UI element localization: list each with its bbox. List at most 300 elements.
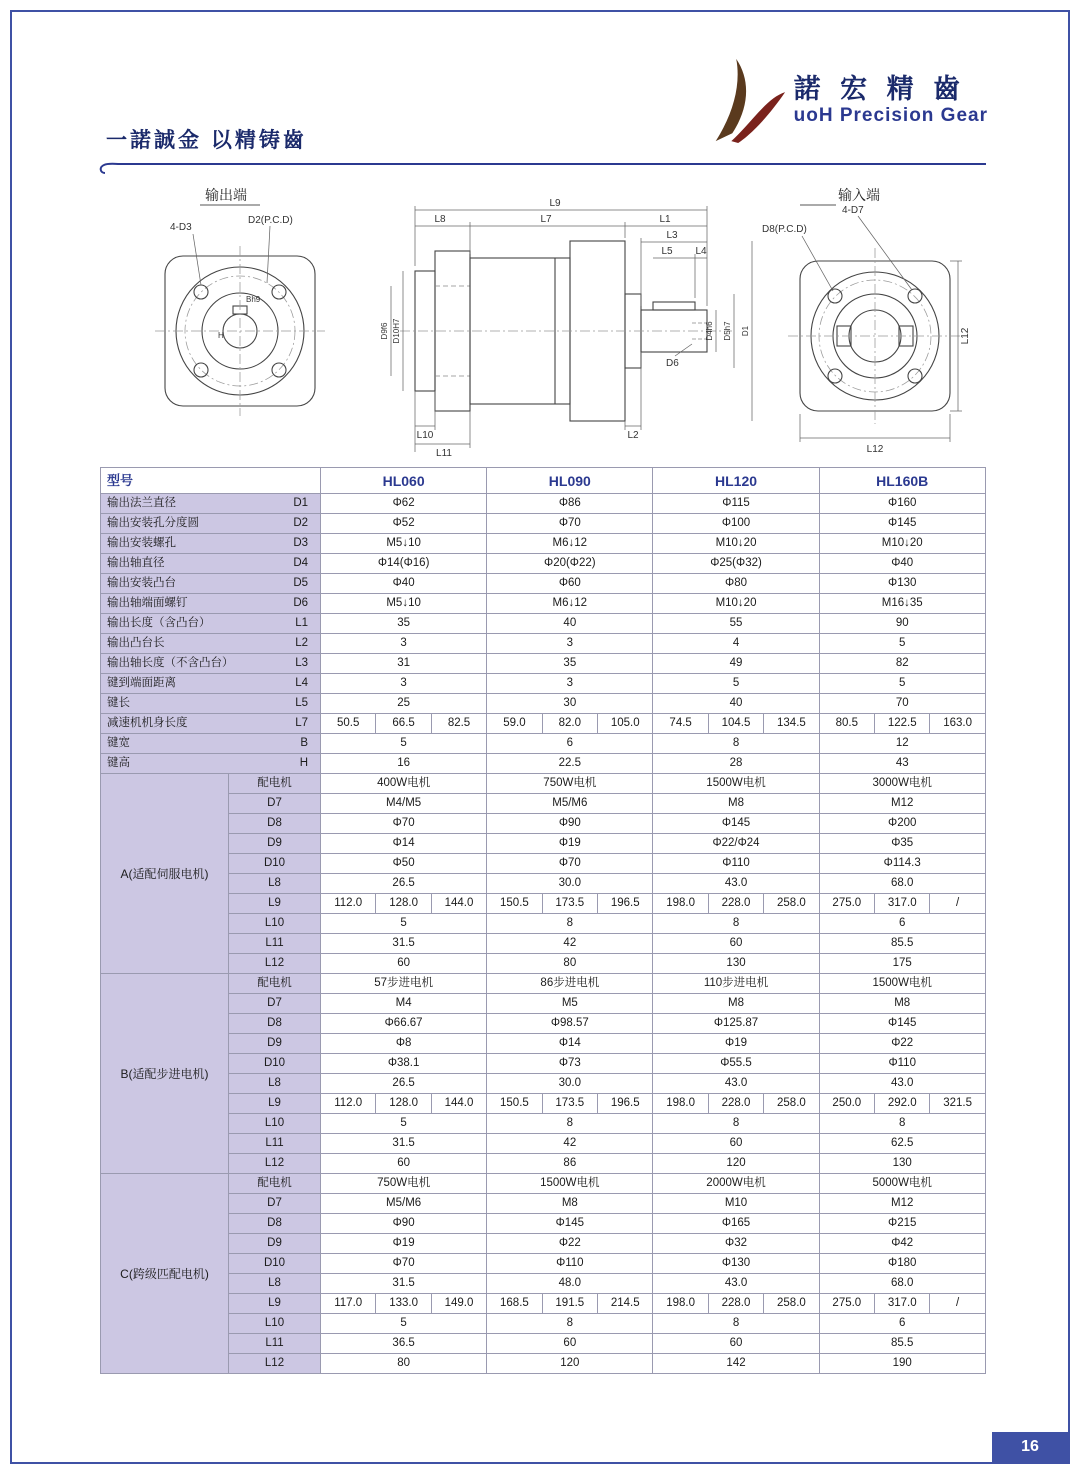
dim-l11: L11: [436, 448, 452, 459]
technical-drawings: [100, 186, 985, 464]
value-cell: 74.5: [653, 714, 708, 734]
value-cell: 60: [321, 1154, 487, 1174]
value-cell: 144.0: [431, 1094, 486, 1114]
table-row: [101, 974, 986, 994]
param-label-box: [101, 574, 320, 593]
value-cell: 5: [321, 734, 487, 754]
value-cell: M6↓12: [487, 534, 653, 554]
param-label-box: [101, 634, 320, 653]
dim-l3: L3: [666, 230, 678, 241]
value-cell: Φ200: [819, 814, 985, 834]
value-cell: 26.5: [321, 874, 487, 894]
value-cell: 321.5: [930, 1094, 985, 1114]
param-symbol: D1: [293, 496, 309, 509]
row-symbol: D7: [229, 794, 321, 814]
param-label-cell: [101, 494, 321, 514]
table-row: [101, 954, 986, 974]
value-cell: 3: [321, 674, 487, 694]
dim-l12-side: L12: [960, 327, 971, 345]
value-cell: 228.0: [708, 1094, 763, 1114]
table-row: [101, 1194, 986, 1214]
param-name: 键到端面距离: [107, 676, 176, 689]
row-symbol: D8: [229, 1014, 321, 1034]
table-row: [101, 734, 986, 754]
value-cell: 130: [653, 954, 819, 974]
value-cell: 42: [487, 934, 653, 954]
row-symbol: D8: [229, 814, 321, 834]
table-header-model: HL060: [321, 468, 487, 494]
param-label-box: [101, 594, 320, 613]
row-symbol: L12: [229, 1154, 321, 1174]
value-cell: Φ20(Φ22): [487, 554, 653, 574]
value-cell: 62.5: [819, 1134, 985, 1154]
table-row: [101, 634, 986, 654]
value-cell: 86步进电机: [487, 974, 653, 994]
table-row: [101, 1314, 986, 1334]
param-symbol: D6: [293, 596, 309, 609]
value-cell: Φ50: [321, 854, 487, 874]
value-cell: 85.5: [819, 1334, 985, 1354]
value-cell: 750W电机: [321, 1174, 487, 1194]
table-row: [101, 994, 986, 1014]
table-row: [101, 854, 986, 874]
value-cell: 133.0: [376, 1294, 431, 1314]
value-cell: 8: [653, 1114, 819, 1134]
value-cell: Φ40: [819, 554, 985, 574]
value-cell: 8: [653, 1314, 819, 1334]
table-row: [101, 774, 986, 794]
table-row: [101, 1134, 986, 1154]
value-cell: 400W电机: [321, 774, 487, 794]
value-cell: Φ115: [653, 494, 819, 514]
table-row: [101, 1254, 986, 1274]
value-cell: 31: [321, 654, 487, 674]
value-cell: 3: [487, 634, 653, 654]
value-cell: Φ130: [819, 574, 985, 594]
value-cell: 117.0: [321, 1294, 376, 1314]
param-label-cell: [101, 714, 321, 734]
logo-chinese-name: 諾 宏 精 齒: [793, 73, 967, 104]
dim-l4: L4: [695, 246, 707, 257]
value-cell: 173.5: [542, 1094, 597, 1114]
value-cell: Φ110: [487, 1254, 653, 1274]
param-symbol: L2: [295, 636, 309, 649]
value-cell: 5: [321, 1314, 487, 1334]
dim-l12-bottom: L12: [866, 444, 884, 455]
header-slogan: 一諾誠金 以精铸齒: [106, 129, 307, 152]
row-symbol: D9: [229, 1234, 321, 1254]
row-symbol: D7: [229, 994, 321, 1014]
value-cell: 196.5: [598, 1094, 653, 1114]
value-cell: M5: [487, 994, 653, 1014]
table-row: [101, 794, 986, 814]
table-row: [101, 654, 986, 674]
spec-table-wrap: [100, 467, 985, 1374]
value-cell: M10↓20: [653, 534, 819, 554]
value-cell: 40: [487, 614, 653, 634]
row-symbol: L12: [229, 1354, 321, 1374]
param-name: 输出轴直径: [107, 556, 165, 569]
row-symbol: D10: [229, 854, 321, 874]
row-symbol: L9: [229, 1294, 321, 1314]
param-label-cell: [101, 614, 321, 634]
value-cell: 8: [653, 914, 819, 934]
table-row: [101, 694, 986, 714]
dim-d5h7: D5h7: [723, 321, 732, 341]
row-symbol: 配电机: [229, 774, 321, 794]
row-symbol: L11: [229, 1134, 321, 1154]
value-cell: 258.0: [764, 894, 819, 914]
value-cell: 35: [321, 614, 487, 634]
value-cell: Φ90: [321, 1214, 487, 1234]
param-symbol: D4: [293, 556, 309, 569]
value-cell: 198.0: [653, 894, 708, 914]
value-cell: Φ70: [487, 514, 653, 534]
dim-d4h6: D4h6: [705, 321, 714, 341]
param-label-cell: [101, 654, 321, 674]
row-symbol: L9: [229, 1094, 321, 1114]
value-cell: Φ32: [653, 1234, 819, 1254]
param-name: 键高: [107, 756, 130, 769]
value-cell: Φ80: [653, 574, 819, 594]
value-cell: 60: [653, 1334, 819, 1354]
value-cell: 228.0: [708, 894, 763, 914]
value-cell: 43.0: [653, 1074, 819, 1094]
value-cell: 6: [487, 734, 653, 754]
value-cell: 275.0: [819, 1294, 874, 1314]
value-cell: 150.5: [487, 1094, 542, 1114]
output-flange-view: [155, 226, 325, 416]
param-label-box: [101, 654, 320, 673]
value-cell: 3000W电机: [819, 774, 985, 794]
value-cell: 3: [487, 674, 653, 694]
param-label-cell: [101, 514, 321, 534]
value-cell: Φ14: [321, 834, 487, 854]
input-flange-dims: [800, 261, 962, 442]
value-cell: 1500W电机: [487, 1174, 653, 1194]
value-cell: 191.5: [542, 1294, 597, 1314]
value-cell: /: [930, 1294, 985, 1314]
value-cell: 43: [819, 754, 985, 774]
param-label-box: [101, 514, 320, 533]
value-cell: 43.0: [653, 874, 819, 894]
value-cell: Φ14: [487, 1034, 653, 1054]
row-symbol: L8: [229, 1274, 321, 1294]
value-cell: 5: [321, 914, 487, 934]
dim-d2-pcd: D2(P.C.D): [248, 215, 293, 226]
value-cell: Φ145: [653, 814, 819, 834]
table-row: [101, 1054, 986, 1074]
value-cell: 1500W电机: [653, 774, 819, 794]
value-cell: 144.0: [431, 894, 486, 914]
dim-l9: L9: [549, 198, 561, 209]
value-cell: M6↓12: [487, 594, 653, 614]
value-cell: 30.0: [487, 1074, 653, 1094]
dim-l1: L1: [659, 214, 671, 225]
value-cell: 228.0: [708, 1294, 763, 1314]
dim-l10: L10: [416, 430, 434, 441]
value-cell: Φ180: [819, 1254, 985, 1274]
value-cell: 6: [819, 914, 985, 934]
value-cell: 5: [653, 674, 819, 694]
logo-text: [794, 74, 988, 127]
row-symbol: L11: [229, 1334, 321, 1354]
table-row: [101, 754, 986, 774]
value-cell: Φ19: [487, 834, 653, 854]
value-cell: 258.0: [764, 1094, 819, 1114]
value-cell: Φ8: [321, 1034, 487, 1054]
dim-l5: L5: [661, 246, 673, 257]
value-cell: Φ70: [487, 854, 653, 874]
row-symbol: L10: [229, 914, 321, 934]
value-cell: M5/M6: [321, 1194, 487, 1214]
param-name: 输出安装孔分度圆: [107, 516, 199, 529]
value-cell: 49: [653, 654, 819, 674]
value-cell: 36.5: [321, 1334, 487, 1354]
param-label-box: [101, 494, 320, 513]
value-cell: 60: [487, 1334, 653, 1354]
value-cell: 31.5: [321, 934, 487, 954]
row-symbol: L10: [229, 1114, 321, 1134]
value-cell: M4/M5: [321, 794, 487, 814]
value-cell: Φ100: [653, 514, 819, 534]
input-flange-view: [788, 216, 962, 424]
table-row: [101, 914, 986, 934]
dim-d1: D1: [741, 325, 750, 337]
table-row: [101, 934, 986, 954]
table-row: [101, 894, 986, 914]
value-cell: 168.5: [487, 1294, 542, 1314]
row-symbol: D8: [229, 1214, 321, 1234]
value-cell: 60: [653, 934, 819, 954]
input-end-title: 输入端: [838, 187, 880, 203]
value-cell: Φ38.1: [321, 1054, 487, 1074]
value-cell: Φ66.67: [321, 1014, 487, 1034]
table-row: [101, 1294, 986, 1314]
value-cell: M12: [819, 1194, 985, 1214]
value-cell: 12: [819, 734, 985, 754]
row-symbol: D9: [229, 834, 321, 854]
table-header-model: HL090: [487, 468, 653, 494]
dim-h: H: [218, 331, 224, 340]
value-cell: 80: [321, 1354, 487, 1374]
param-label-box: [101, 554, 320, 573]
value-cell: 5: [819, 674, 985, 694]
value-cell: 31.5: [321, 1274, 487, 1294]
value-cell: 150.5: [487, 894, 542, 914]
value-cell: 317.0: [875, 1294, 930, 1314]
value-cell: 104.5: [708, 714, 763, 734]
param-label-box: [101, 694, 320, 713]
table-row: [101, 1354, 986, 1374]
table-row: [101, 1114, 986, 1134]
param-symbol: L7: [295, 716, 309, 729]
value-cell: M10↓20: [653, 594, 819, 614]
param-label-box: [101, 734, 320, 753]
value-cell: Φ145: [819, 514, 985, 534]
value-cell: M5/M6: [487, 794, 653, 814]
table-row: [101, 1074, 986, 1094]
table-row: [101, 574, 986, 594]
header-divider: [98, 158, 990, 176]
row-symbol: L8: [229, 1074, 321, 1094]
value-cell: Φ160: [819, 494, 985, 514]
value-cell: Φ70: [321, 1254, 487, 1274]
table-row: [101, 834, 986, 854]
dim-4-d3: 4-D3: [170, 222, 192, 233]
table-header-model: HL120: [653, 468, 819, 494]
logo-english-name: uoH Precision Gear: [793, 104, 988, 126]
param-symbol: L5: [295, 696, 309, 709]
spec-table: [100, 467, 986, 1374]
value-cell: 90: [819, 614, 985, 634]
dim-d6: D6: [666, 358, 679, 369]
value-cell: Φ145: [487, 1214, 653, 1234]
value-cell: Φ25(Φ32): [653, 554, 819, 574]
param-name: 输出轴端面螺钉: [107, 596, 188, 609]
value-cell: 8: [487, 914, 653, 934]
row-symbol: D7: [229, 1194, 321, 1214]
dim-d10h7: D10H7: [392, 318, 401, 344]
value-cell: Φ114.3: [819, 854, 985, 874]
param-symbol: B: [300, 736, 309, 749]
value-cell: 55: [653, 614, 819, 634]
value-cell: 1500W电机: [819, 974, 985, 994]
value-cell: 142: [653, 1354, 819, 1374]
table-row: [101, 514, 986, 534]
table-header-model-label: 型号: [101, 468, 321, 494]
param-label-cell: [101, 734, 321, 754]
value-cell: 190: [819, 1354, 985, 1374]
param-label-cell: [101, 754, 321, 774]
table-row: [101, 1014, 986, 1034]
value-cell: 82.5: [431, 714, 486, 734]
value-cell: Φ22/Φ24: [653, 834, 819, 854]
value-cell: 35: [487, 654, 653, 674]
row-symbol: L9: [229, 894, 321, 914]
value-cell: 59.0: [487, 714, 542, 734]
value-cell: M12: [819, 794, 985, 814]
output-end-title: 输出端: [205, 187, 247, 203]
value-cell: 163.0: [930, 714, 985, 734]
value-cell: 66.5: [376, 714, 431, 734]
value-cell: 317.0: [875, 894, 930, 914]
param-label-box: [101, 714, 320, 733]
value-cell: Φ110: [819, 1054, 985, 1074]
value-cell: Φ125.87: [653, 1014, 819, 1034]
value-cell: 80: [487, 954, 653, 974]
value-cell: 112.0: [321, 1094, 376, 1114]
value-cell: 85.5: [819, 934, 985, 954]
table-row: [101, 1154, 986, 1174]
value-cell: 3: [321, 634, 487, 654]
page-number: 16: [992, 1432, 1068, 1462]
row-symbol: D9: [229, 1034, 321, 1054]
table-row: [101, 1174, 986, 1194]
param-symbol: L3: [295, 656, 309, 669]
value-cell: 173.5: [542, 894, 597, 914]
value-cell: Φ145: [819, 1014, 985, 1034]
value-cell: Φ98.57: [487, 1014, 653, 1034]
param-symbol: D5: [293, 576, 309, 589]
value-cell: 68.0: [819, 1274, 985, 1294]
value-cell: 130: [819, 1154, 985, 1174]
value-cell: Φ215: [819, 1214, 985, 1234]
param-symbol: L4: [295, 676, 309, 689]
value-cell: M8: [653, 994, 819, 1014]
value-cell: 6: [819, 1314, 985, 1334]
table-row: [101, 874, 986, 894]
value-cell: 86: [487, 1154, 653, 1174]
value-cell: 22.5: [487, 754, 653, 774]
param-symbol: D2: [293, 516, 309, 529]
dim-d9f6: D9f6: [380, 322, 389, 340]
value-cell: 8: [487, 1314, 653, 1334]
param-name: 输出凸台长: [107, 636, 165, 649]
value-cell: Φ165: [653, 1214, 819, 1234]
param-label-cell: [101, 634, 321, 654]
value-cell: 8: [487, 1114, 653, 1134]
value-cell: 110步进电机: [653, 974, 819, 994]
value-cell: 60: [653, 1134, 819, 1154]
value-cell: 292.0: [875, 1094, 930, 1114]
value-cell: 30: [487, 694, 653, 714]
value-cell: 8: [653, 734, 819, 754]
value-cell: 26.5: [321, 1074, 487, 1094]
param-label-box: [101, 534, 320, 553]
value-cell: 120: [653, 1154, 819, 1174]
dim-d8-pcd: D8(P.C.D): [762, 224, 807, 235]
table-row: [101, 1214, 986, 1234]
value-cell: 134.5: [764, 714, 819, 734]
value-cell: Φ70: [321, 814, 487, 834]
param-name: 输出法兰直径: [107, 496, 176, 509]
row-symbol: 配电机: [229, 1174, 321, 1194]
value-cell: 8: [819, 1114, 985, 1134]
table-header-row: [101, 468, 986, 494]
value-cell: 82: [819, 654, 985, 674]
value-cell: Φ42: [819, 1234, 985, 1254]
value-cell: 275.0: [819, 894, 874, 914]
table-row: [101, 714, 986, 734]
value-cell: 122.5: [875, 714, 930, 734]
value-cell: Φ73: [487, 1054, 653, 1074]
logo-mark-stroke-1: [715, 59, 745, 141]
value-cell: 198.0: [653, 1094, 708, 1114]
value-cell: 214.5: [598, 1294, 653, 1314]
value-cell: 50.5: [321, 714, 376, 734]
table-row: [101, 1234, 986, 1254]
param-label-box: [101, 674, 320, 693]
value-cell: Φ60: [487, 574, 653, 594]
section-label: A(适配伺服电机): [101, 774, 229, 974]
side-section-view: [400, 241, 732, 421]
value-cell: 40: [653, 694, 819, 714]
logo-mark: [702, 52, 790, 148]
value-cell: 5: [819, 634, 985, 654]
value-cell: 4: [653, 634, 819, 654]
param-label-cell: [101, 534, 321, 554]
value-cell: Φ52: [321, 514, 487, 534]
value-cell: 175: [819, 954, 985, 974]
value-cell: M8: [487, 1194, 653, 1214]
param-symbol: H: [299, 756, 309, 769]
value-cell: Φ35: [819, 834, 985, 854]
value-cell: Φ90: [487, 814, 653, 834]
param-symbol: L1: [295, 616, 309, 629]
param-symbol: D3: [293, 536, 309, 549]
value-cell: 31.5: [321, 1134, 487, 1154]
